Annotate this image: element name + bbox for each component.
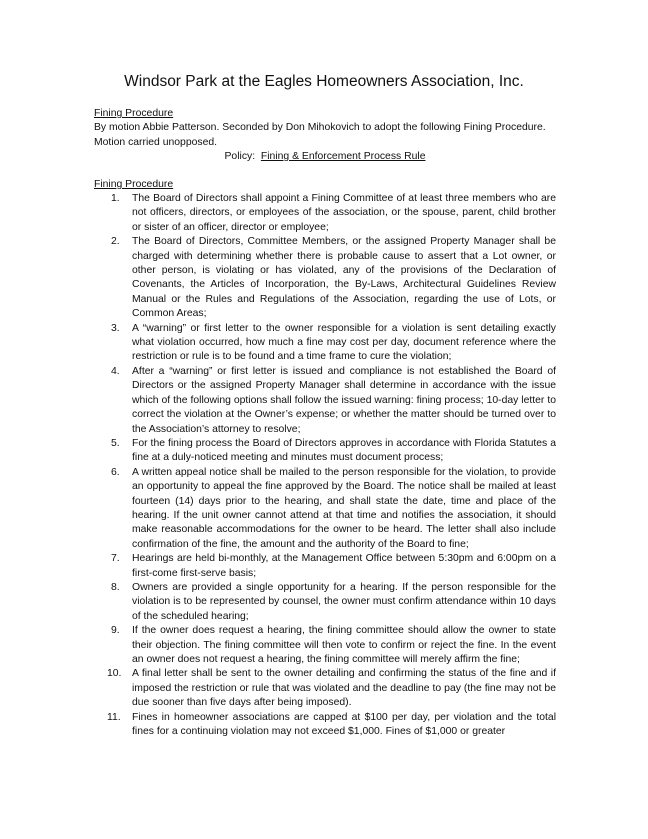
list-item xyxy=(94,365,556,437)
item-number: 4. xyxy=(111,365,120,377)
item-number: 7. xyxy=(111,553,120,565)
item-text: A final letter shall be sent to the owner detailing and confirming the status of the fine and if imposed the restriction or rule that was violated and the deadline to pay (the fine may not be due sooner than five days after being imposed). xyxy=(132,668,556,709)
item-text: After a “warning” or first letter is issued and compliance is not established the Board of Directors or the assigned Property Manager shall determine in accordance with the issue which of the following options shall follow the issued warning: fining process; 10-day letter to correct the violation at the Owner’s expense; or whether the matter should be turned over to the Association’s attorney to resolve; xyxy=(132,365,556,435)
document-title: Windsor Park at the Eagles Homeowners Association, Inc. xyxy=(124,73,524,90)
list-item xyxy=(94,624,556,667)
item-number: 3. xyxy=(111,322,120,334)
item-number: 11. xyxy=(107,711,121,723)
procedure-heading: Fining Procedure xyxy=(94,179,174,190)
list-item xyxy=(94,711,556,740)
item-text: Hearings are held bi-monthly, at the Management Office between 5:30pm and 6:00pm on a first-come first-serve basis; xyxy=(132,553,556,579)
list-item xyxy=(94,552,556,581)
procedure-list xyxy=(94,192,556,739)
item-number: 9. xyxy=(111,625,120,637)
list-item xyxy=(94,581,556,624)
item-text: The Board of Directors, Committee Members, or the assigned Property Manager shall be charged with determining whether there is probable cause to assert that a Lot owner, or other person, is violating or has violated, any of the provisions of the Declaration of Covenants, the Articles of Incorporation, the By-Laws, Architectural Guidelines Review Manual or the Rules and Regulations of the Association, regarding the use of Lots, or Common Areas; xyxy=(132,236,556,320)
item-text: Fines in homeowner associations are capped at $100 per day, per violation and the total fines for a continuing violation may not exceed $1,000. Fines of $1,000 or greater xyxy=(132,711,556,738)
item-text: A “warning” or first letter to the owner responsible for a violation is sent detailing exactly what violation occurred, how much a fine may cost per day, document reference where the restriction or rule is to be found and a time frame to cure the violation; xyxy=(132,322,556,363)
list-item xyxy=(94,192,556,235)
policy-title: Fining & Enforcement Process Rule xyxy=(260,151,426,163)
list-item xyxy=(94,322,556,365)
intro-heading: Fining Procedure xyxy=(94,108,174,119)
item-text: For the fining process the Board of Directors approves in accordance with Florida Statutes a fine at a duly-noticed meeting and minutes must document process; xyxy=(132,437,556,464)
item-text: The Board of Directors shall appoint a Fining Committee of at least three members who are not officers, directors, or employees of the association, or the spouse, parent, child brother or sister of an officer, director or employee; xyxy=(132,193,556,233)
item-number: 8. xyxy=(111,581,120,593)
item-text: Owners are provided a single opportunity for a hearing. If the person responsible for the violation is to be represented by counsel, the owner must confirm attendance within 10 days of the scheduled hearing; xyxy=(132,581,556,622)
list-item xyxy=(94,235,556,321)
item-number: 10. xyxy=(107,668,122,680)
item-number: 1. xyxy=(111,193,120,204)
item-text: A written appeal notice shall be mailed to the person responsible for the violation, to provide an opportunity to appeal the fine approved by the Board. The notice shall be mailed at least fourteen (14) days prior to the hearing, and shall state the date, time and place of the hearing. If the unit owner cannot attend at that time and notifies the association, it should make reasonable accommodations for the owner to be heard. The letter shall also include confirmation of the fine, the amount and the authority of the Board to fine; xyxy=(132,466,556,550)
list-item xyxy=(94,667,556,710)
policy-prefix: Policy: xyxy=(224,151,261,163)
item-number: 5. xyxy=(111,437,120,449)
item-text: If the owner does request a hearing, the fining committee should allow the owner to state their objection. The fining committee will then vote to confirm or reject the fine. In the event an owner does not request a hearing, the fining committee will merely affirm the fine; xyxy=(132,625,556,665)
list-item xyxy=(94,437,556,466)
item-number: 2. xyxy=(111,236,120,248)
policy-line xyxy=(94,150,556,164)
list-item xyxy=(94,466,556,552)
item-number: 6. xyxy=(111,466,120,478)
motion-text: By motion Abbie Patterson. Seconded by Don Mihokovich to adopt the following Fining Procedure. Motion carried unopposed. xyxy=(94,122,546,148)
intro-section xyxy=(94,107,556,165)
